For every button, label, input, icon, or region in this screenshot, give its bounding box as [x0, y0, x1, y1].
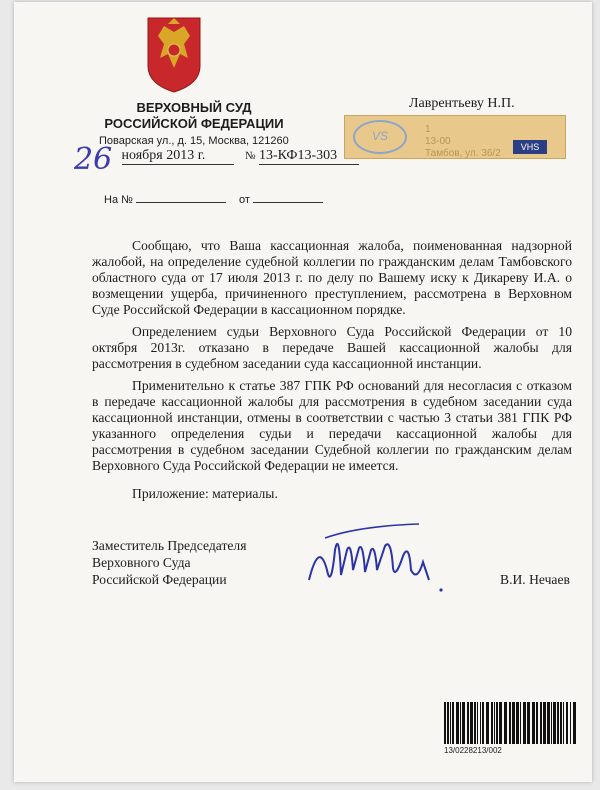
sticker-vs-logo: VS	[353, 120, 407, 154]
barcode-bar	[450, 702, 451, 744]
sticker-line: 13-00	[425, 136, 451, 147]
barcode-bar	[467, 702, 469, 744]
signer-title	[92, 537, 246, 588]
barcode-bar	[551, 702, 552, 744]
barcode-bar	[536, 702, 538, 744]
barcode-bar	[520, 702, 521, 744]
barcode-bar	[527, 702, 530, 744]
signer-title-line-1: Заместитель Председателя	[92, 538, 247, 553]
org-line-2: РОССИЙСКОЙ ФЕДЕРАЦИИ	[104, 116, 284, 131]
org-line-1: ВЕРХОВНЫЙ СУД	[136, 100, 252, 115]
barcode-bar	[540, 702, 542, 744]
barcode-bar	[452, 702, 454, 744]
barcode-bar	[523, 702, 526, 744]
sticker-vhs-badge: VHS	[513, 140, 547, 154]
date-number-line	[74, 148, 359, 165]
document-date: ноября 2013 г.	[122, 148, 234, 165]
recipient-name: Лаврентьеву Н.П.	[409, 96, 515, 111]
paragraph-3: Применительно к статье 387 ГПК РФ оснований для несогласия с отказом в передаче кассационной жалобы для рассмотрения в судебном заседании суда кассационной инстанции, отмены в соответствии с частью 3 статьи 381 ГПК РФ указанного определения судьи и передачи кассационной жалобы для рассмотрения в судебном заседании Судебной коллегии по гражданским делам Верховного Суда Российской Федерации не имеется.	[92, 378, 572, 473]
attachment-note: Приложение: материалы.	[132, 486, 278, 501]
barcode-bar	[543, 702, 546, 744]
barcode-bar	[460, 702, 461, 744]
barcode-bar	[486, 702, 489, 744]
barcode-bar	[566, 702, 568, 744]
paragraph-1: Сообщаю, что Ваша кассационная жалоба, поименованная надзорной жалобой, на определение судебной коллегии по гражданским делам Тамбовского областного суда от 17 июля 2013 г. по делу по Вашему иску к Дикареву И.А. о возмещении ущерба, причиненного преступлением, рассмотрена в Верховном Суде Российской Федерации в кассационном порядке.	[92, 238, 572, 317]
barcode-bar	[462, 702, 465, 744]
document-page	[14, 2, 592, 782]
barcode-bar	[547, 702, 550, 744]
coat-of-arms-icon	[144, 14, 204, 94]
sticker-line: Тамбов, ул. 36/2	[425, 148, 501, 159]
barcode-bar	[573, 702, 576, 744]
barcode-bar	[560, 702, 562, 744]
barcode-bar	[444, 702, 446, 744]
barcode-bar	[504, 702, 507, 744]
organization-name	[94, 100, 294, 132]
signer-title-line-3: Российской Федерации	[92, 572, 227, 587]
number-sign: №	[245, 150, 256, 162]
barcode-bar	[499, 702, 502, 744]
barcode-bar	[570, 702, 571, 744]
barcode-bar	[496, 702, 498, 744]
reference-number-label: На №	[104, 194, 133, 206]
paragraph-2: Определением судьи Верховного Суда Российской Федерации от 10 октября 2013г. отказано в передаче Вашей кассационной жалобы для рассмотрения в судебном заседании суда кассационной инстанции.	[92, 324, 572, 371]
barcode	[442, 700, 582, 746]
barcode-bar	[491, 702, 493, 744]
barcode-number: 13/0228213/002	[444, 746, 502, 755]
barcode-bar	[516, 702, 519, 744]
document-number: 13-КФ13-303	[259, 148, 359, 165]
barcode-bar	[470, 702, 473, 744]
reference-line	[104, 194, 323, 206]
barcode-bar	[557, 702, 559, 744]
letter-body	[92, 238, 572, 508]
barcode-bar	[477, 702, 478, 744]
barcode-bar	[480, 702, 481, 744]
organization-address: Поварская ул., д. 15, Москва, 121260	[99, 135, 289, 147]
barcode-bar	[553, 702, 556, 744]
barcode-bar	[482, 702, 484, 744]
barcode-bar	[447, 702, 449, 744]
barcode-bar	[563, 702, 564, 744]
barcode-bar	[512, 702, 515, 744]
handwritten-day: 26	[74, 142, 113, 177]
barcode-bar	[474, 702, 476, 744]
barcode-bar	[456, 702, 459, 744]
barcode-bar	[509, 702, 511, 744]
barcode-bar	[494, 702, 495, 744]
address-sticker	[344, 115, 566, 159]
reference-date-label: от	[239, 194, 250, 206]
barcode-bar	[532, 702, 535, 744]
handwritten-signature	[299, 520, 459, 600]
signer-title-line-2: Верховного Суда	[92, 555, 191, 570]
sticker-line: 1	[425, 124, 431, 135]
signer-name: В.И. Нечаев	[500, 572, 570, 587]
